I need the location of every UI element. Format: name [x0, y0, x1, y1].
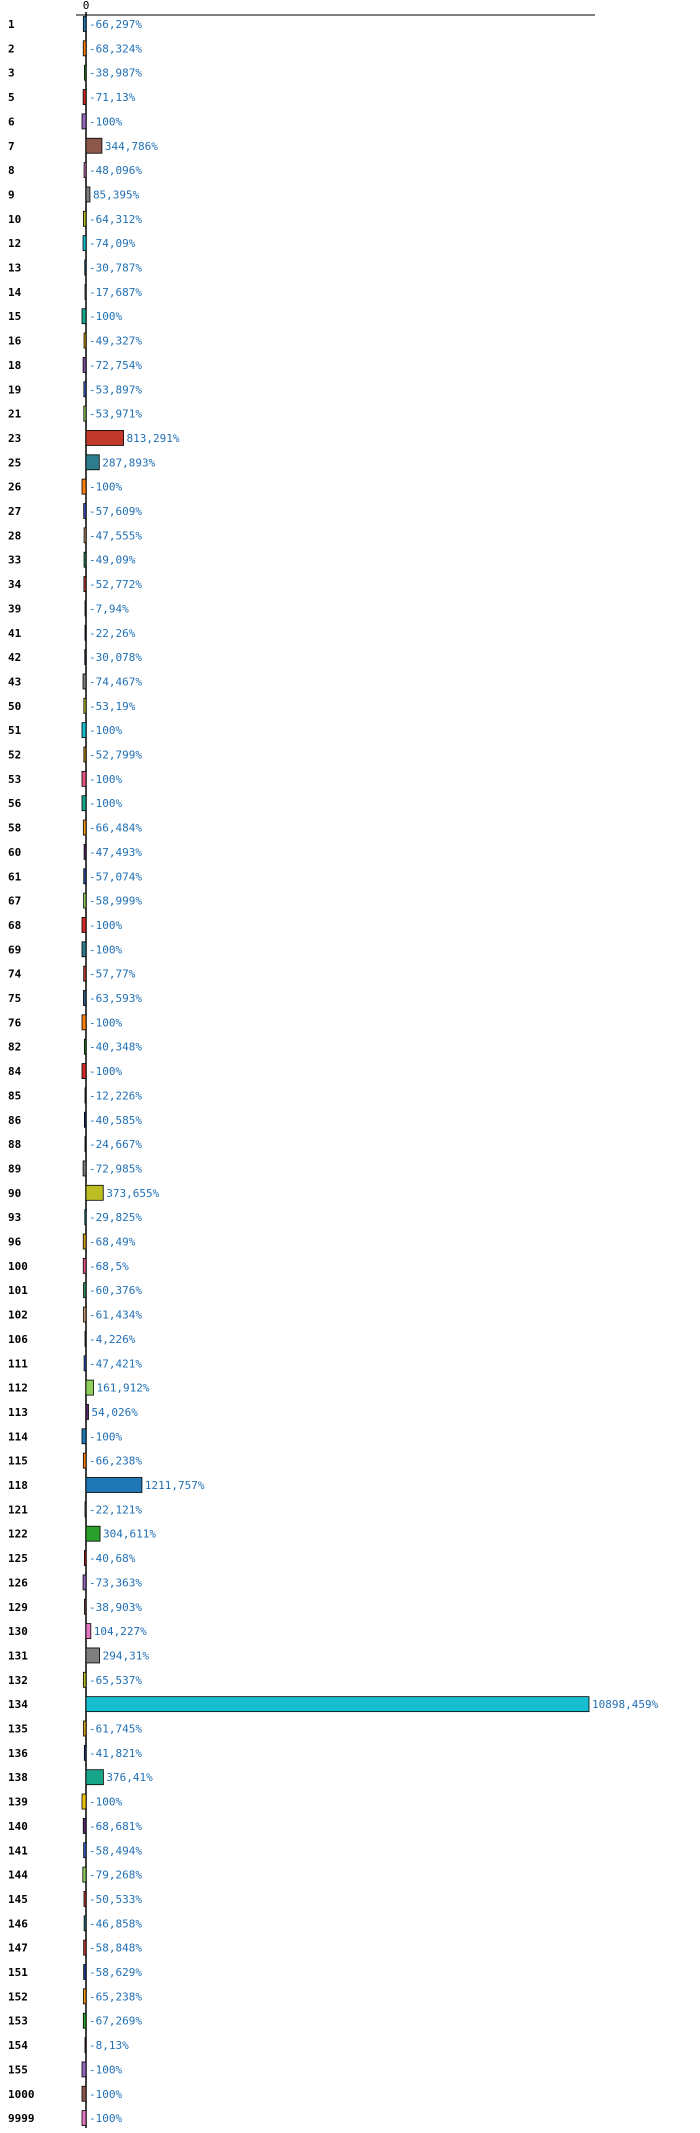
category-label: 121	[8, 1503, 28, 1517]
category-label: 93	[8, 1211, 22, 1225]
category-label: 153	[8, 2014, 28, 2028]
value-label: -53,971%	[89, 407, 142, 421]
bar	[82, 309, 86, 324]
category-label: 102	[8, 1308, 28, 1322]
value-label: -47,421%	[89, 1357, 142, 1371]
value-label: 10898,459%	[592, 1698, 659, 1712]
category-label: 50	[8, 699, 22, 713]
bar	[85, 284, 86, 299]
category-label: 131	[8, 1649, 28, 1663]
category-label: 51	[8, 724, 22, 738]
category-label: 3	[8, 66, 15, 80]
bar	[84, 382, 86, 397]
category-label: 125	[8, 1552, 28, 1566]
value-label: -73,363%	[89, 1576, 142, 1590]
value-label: -74,09%	[89, 237, 136, 251]
bar	[84, 528, 86, 543]
bar	[85, 1137, 86, 1152]
category-label: 122	[8, 1527, 28, 1541]
bar	[82, 1794, 86, 1809]
category-label: 15	[8, 310, 22, 324]
value-label: -58,494%	[89, 1844, 142, 1858]
value-label: -100%	[89, 918, 123, 932]
value-label: -65,238%	[89, 1990, 142, 2004]
value-label: -22,26%	[89, 626, 136, 640]
value-label: -68,324%	[89, 42, 142, 56]
bar	[84, 1745, 86, 1760]
category-label: 113	[8, 1405, 28, 1419]
value-label: 85,395%	[92, 188, 140, 202]
category-label: 96	[8, 1235, 22, 1249]
bar	[84, 698, 86, 713]
category-label: 19	[8, 383, 22, 397]
value-label: -41,821%	[89, 1746, 142, 1760]
value-label: -100%	[89, 115, 123, 129]
value-label: -17,687%	[89, 285, 142, 299]
category-label: 34	[8, 578, 22, 592]
value-label: -57,609%	[89, 505, 142, 518]
category-label: 74	[8, 967, 22, 981]
value-label: -48,096%	[89, 164, 142, 178]
value-label: -57,074%	[89, 870, 142, 884]
bar	[86, 187, 90, 202]
bar	[83, 2013, 86, 2028]
value-label: -40,68%	[89, 1552, 136, 1566]
value-label: 287,893%	[102, 456, 156, 470]
x-tick-label-zero: 0	[82, 0, 90, 12]
bar	[86, 1478, 142, 1493]
value-label: -61,434%	[89, 1308, 142, 1322]
bar	[82, 796, 86, 811]
bar	[82, 1015, 86, 1030]
category-label: 1000	[8, 2087, 35, 2101]
bar	[84, 65, 86, 80]
value-label: -63,593%	[89, 992, 142, 1005]
value-label: -74,467%	[89, 675, 142, 689]
bar	[83, 1989, 86, 2004]
value-label: -100%	[89, 480, 123, 494]
value-label: -53,19%	[89, 699, 136, 713]
category-label: 154	[8, 2039, 28, 2053]
value-label: -29,825%	[89, 1211, 142, 1225]
category-label: 23	[8, 431, 22, 445]
bars-group	[8, 17, 659, 2126]
value-label: -40,585%	[89, 1113, 142, 1127]
category-label: 101	[8, 1284, 28, 1298]
bar	[85, 1088, 86, 1103]
category-label: 58	[8, 821, 22, 835]
value-label: 813,291%	[126, 431, 180, 445]
value-label: -58,999%	[89, 894, 142, 908]
value-label: 373,655%	[106, 1186, 160, 1200]
bar	[82, 114, 86, 129]
category-label: 139	[8, 1795, 28, 1809]
category-label: 8	[8, 164, 15, 178]
value-label: -67,269%	[89, 2014, 142, 2028]
value-label: -40,348%	[89, 1040, 142, 1054]
category-label: 82	[8, 1040, 22, 1054]
category-label: 7	[8, 139, 15, 153]
bar	[85, 625, 86, 640]
value-label: 294,31%	[102, 1649, 149, 1663]
category-label: 26	[8, 480, 22, 494]
bar	[83, 357, 86, 372]
category-label: 135	[8, 1722, 28, 1736]
bar	[84, 893, 86, 908]
category-label: 68	[8, 918, 22, 932]
bar	[82, 2062, 86, 2077]
value-label: -68,49%	[89, 1235, 136, 1249]
value-label: -38,987%	[89, 66, 142, 80]
value-label: -47,555%	[89, 529, 142, 543]
bar	[86, 1770, 103, 1785]
bar	[84, 504, 86, 519]
bar	[82, 2111, 86, 2126]
bar	[84, 1356, 86, 1371]
value-label: -66,238%	[89, 1454, 142, 1468]
value-label: -8,13%	[89, 2039, 129, 2053]
bar	[83, 1258, 86, 1273]
value-label: -100%	[89, 2087, 123, 2101]
value-label: -22,121%	[89, 1503, 142, 1517]
value-label: -38,903%	[89, 1600, 142, 1614]
value-label: -49,09%	[89, 553, 136, 567]
bar	[84, 1599, 86, 1614]
value-label: -52,799%	[89, 748, 142, 762]
value-label: -47,493%	[89, 845, 142, 859]
value-label: -66,484%	[89, 821, 142, 835]
value-label: -100%	[89, 1016, 123, 1030]
category-label: 12	[8, 237, 22, 251]
bar	[84, 869, 86, 884]
bar	[83, 211, 86, 226]
bar	[85, 1331, 86, 1346]
bar	[83, 90, 86, 105]
bar	[84, 1965, 86, 1980]
category-label: 88	[8, 1138, 22, 1152]
bar	[85, 1210, 86, 1225]
bar	[86, 1185, 103, 1200]
category-label: 33	[8, 553, 22, 567]
value-label: -100%	[89, 1795, 123, 1809]
value-label: -65,537%	[89, 1673, 142, 1687]
bar	[85, 1502, 86, 1517]
value-label: 304,611%	[103, 1527, 157, 1541]
bar	[84, 1843, 86, 1858]
value-label: -72,985%	[89, 1162, 142, 1176]
category-label: 136	[8, 1746, 28, 1760]
bar	[82, 479, 86, 494]
category-label: 53	[8, 772, 22, 786]
category-label: 10	[8, 212, 22, 226]
bar	[84, 163, 86, 178]
bar	[83, 1575, 86, 1590]
category-label: 86	[8, 1113, 22, 1127]
bar	[83, 236, 86, 251]
category-label: 27	[8, 505, 22, 518]
value-label: -100%	[89, 724, 123, 738]
category-label: 56	[8, 797, 22, 811]
bar	[86, 138, 102, 153]
bar	[86, 1624, 91, 1639]
category-label: 112	[8, 1381, 28, 1395]
category-label: 41	[8, 626, 22, 640]
category-label: 89	[8, 1162, 22, 1176]
bar	[82, 2086, 86, 2101]
value-label: 1211,757%	[144, 1479, 205, 1492]
bar	[84, 406, 86, 421]
bar	[83, 1818, 86, 1833]
value-label: -7,94%	[89, 602, 129, 616]
bar	[84, 1283, 86, 1298]
category-label: 132	[8, 1673, 28, 1687]
bar	[85, 260, 86, 275]
category-label: 60	[8, 845, 22, 859]
bar	[83, 41, 86, 56]
value-label: -30,078%	[89, 651, 142, 665]
bar	[82, 1429, 86, 1444]
bar	[83, 820, 86, 835]
category-label: 151	[8, 1966, 28, 1979]
value-label: -100%	[89, 2112, 123, 2126]
category-label: 39	[8, 602, 22, 616]
bar	[84, 1721, 86, 1736]
bar	[83, 1672, 86, 1687]
bar	[86, 1648, 100, 1663]
bar	[84, 844, 86, 859]
value-label: -100%	[89, 310, 123, 324]
bar	[84, 1916, 86, 1931]
category-label: 9	[8, 188, 15, 202]
category-label: 111	[8, 1357, 28, 1371]
category-label: 61	[8, 870, 22, 884]
bar	[83, 1867, 86, 1882]
value-label: -100%	[89, 1430, 123, 1444]
bar	[84, 1307, 86, 1322]
value-label: -4,226%	[89, 1332, 136, 1346]
category-label: 138	[8, 1771, 28, 1785]
bar	[86, 1697, 589, 1712]
value-label: -68,5%	[89, 1259, 129, 1273]
value-label: -24,667%	[89, 1138, 142, 1152]
value-label: -53,897%	[89, 383, 142, 397]
bar	[82, 917, 86, 932]
value-label: -58,629%	[89, 1966, 142, 1979]
bar	[83, 1234, 86, 1249]
category-label: 1	[8, 18, 15, 31]
value-label: -72,754%	[89, 358, 142, 372]
bar	[84, 1112, 86, 1127]
category-label: 141	[8, 1844, 28, 1858]
value-label: -100%	[89, 943, 123, 957]
category-label: 100	[8, 1259, 28, 1273]
category-label: 85	[8, 1089, 22, 1103]
value-label: -49,327%	[89, 334, 142, 348]
bar	[86, 1380, 93, 1395]
category-label: 43	[8, 675, 22, 689]
value-label: -68,681%	[89, 1819, 142, 1833]
category-label: 21	[8, 407, 22, 421]
value-label: -61,745%	[89, 1722, 142, 1736]
category-label: 145	[8, 1892, 28, 1906]
value-label: 344,786%	[104, 139, 158, 153]
value-label: 54,026%	[91, 1405, 138, 1419]
bar	[83, 991, 86, 1006]
bar	[83, 1161, 86, 1176]
category-label: 52	[8, 748, 22, 762]
bar	[84, 747, 86, 762]
category-label: 147	[8, 1941, 28, 1955]
bar	[84, 1891, 86, 1906]
value-label: 161,912%	[96, 1381, 150, 1395]
value-label: -100%	[89, 797, 123, 811]
category-label: 18	[8, 358, 22, 372]
category-label: 126	[8, 1576, 28, 1590]
category-label: 114	[8, 1430, 28, 1444]
bar	[82, 1064, 86, 1079]
category-label: 84	[8, 1065, 22, 1079]
category-label: 6	[8, 115, 15, 129]
category-label: 13	[8, 261, 22, 275]
category-label: 67	[8, 894, 22, 908]
bar	[84, 552, 86, 567]
category-label: 75	[8, 992, 22, 1005]
bar	[83, 674, 86, 689]
category-label: 76	[8, 1016, 22, 1030]
value-label: -30,787%	[89, 261, 142, 275]
bar	[86, 455, 99, 470]
category-label: 115	[8, 1454, 28, 1468]
bar	[86, 1526, 100, 1541]
bar	[84, 966, 86, 981]
bar	[85, 2038, 86, 2053]
category-label: 118	[8, 1479, 28, 1492]
value-label: -100%	[89, 772, 123, 786]
bar	[86, 1404, 88, 1419]
category-label: 5	[8, 91, 15, 105]
value-label: -50,533%	[89, 1892, 142, 1906]
category-label: 140	[8, 1819, 28, 1833]
category-label: 25	[8, 456, 22, 470]
bar	[83, 17, 86, 32]
category-label: 90	[8, 1186, 22, 1200]
category-label: 152	[8, 1990, 28, 2004]
value-label: -100%	[89, 2063, 123, 2077]
value-label: -66,297%	[89, 18, 142, 31]
bar	[82, 723, 86, 738]
value-label: -58,848%	[89, 1941, 142, 1955]
value-label: -64,312%	[89, 212, 142, 226]
bar	[82, 942, 86, 957]
category-label: 42	[8, 651, 22, 665]
value-label: -52,772%	[89, 578, 142, 592]
bar	[85, 650, 86, 665]
category-label: 28	[8, 529, 22, 543]
bar	[86, 430, 124, 445]
category-label: 144	[8, 1868, 28, 1882]
bar	[82, 771, 86, 786]
category-label: 155	[8, 2063, 28, 2077]
category-label: 9999	[8, 2112, 35, 2126]
value-label: -57,77%	[89, 967, 136, 981]
bar	[84, 1551, 86, 1566]
value-label: -79,268%	[89, 1868, 142, 1882]
bar	[84, 1039, 86, 1054]
value-label: -71,13%	[89, 91, 136, 105]
value-label: -60,376%	[89, 1284, 142, 1298]
category-label: 14	[8, 285, 22, 299]
value-label: -100%	[89, 1065, 123, 1079]
category-label: 2	[8, 42, 15, 56]
value-label: -46,858%	[89, 1917, 142, 1931]
bar	[83, 1453, 86, 1468]
value-label: 104,227%	[93, 1625, 147, 1639]
bar	[84, 577, 86, 592]
category-label: 130	[8, 1625, 28, 1639]
category-label: 134	[8, 1698, 28, 1712]
category-label: 146	[8, 1917, 28, 1931]
value-label: 376,41%	[106, 1771, 153, 1785]
category-label: 106	[8, 1332, 28, 1346]
bar	[84, 333, 86, 348]
category-label: 16	[8, 334, 22, 348]
value-label: -12,226%	[89, 1089, 142, 1103]
bar	[85, 601, 86, 616]
category-label: 69	[8, 943, 22, 957]
category-label: 129	[8, 1600, 28, 1614]
bar	[84, 1940, 86, 1955]
